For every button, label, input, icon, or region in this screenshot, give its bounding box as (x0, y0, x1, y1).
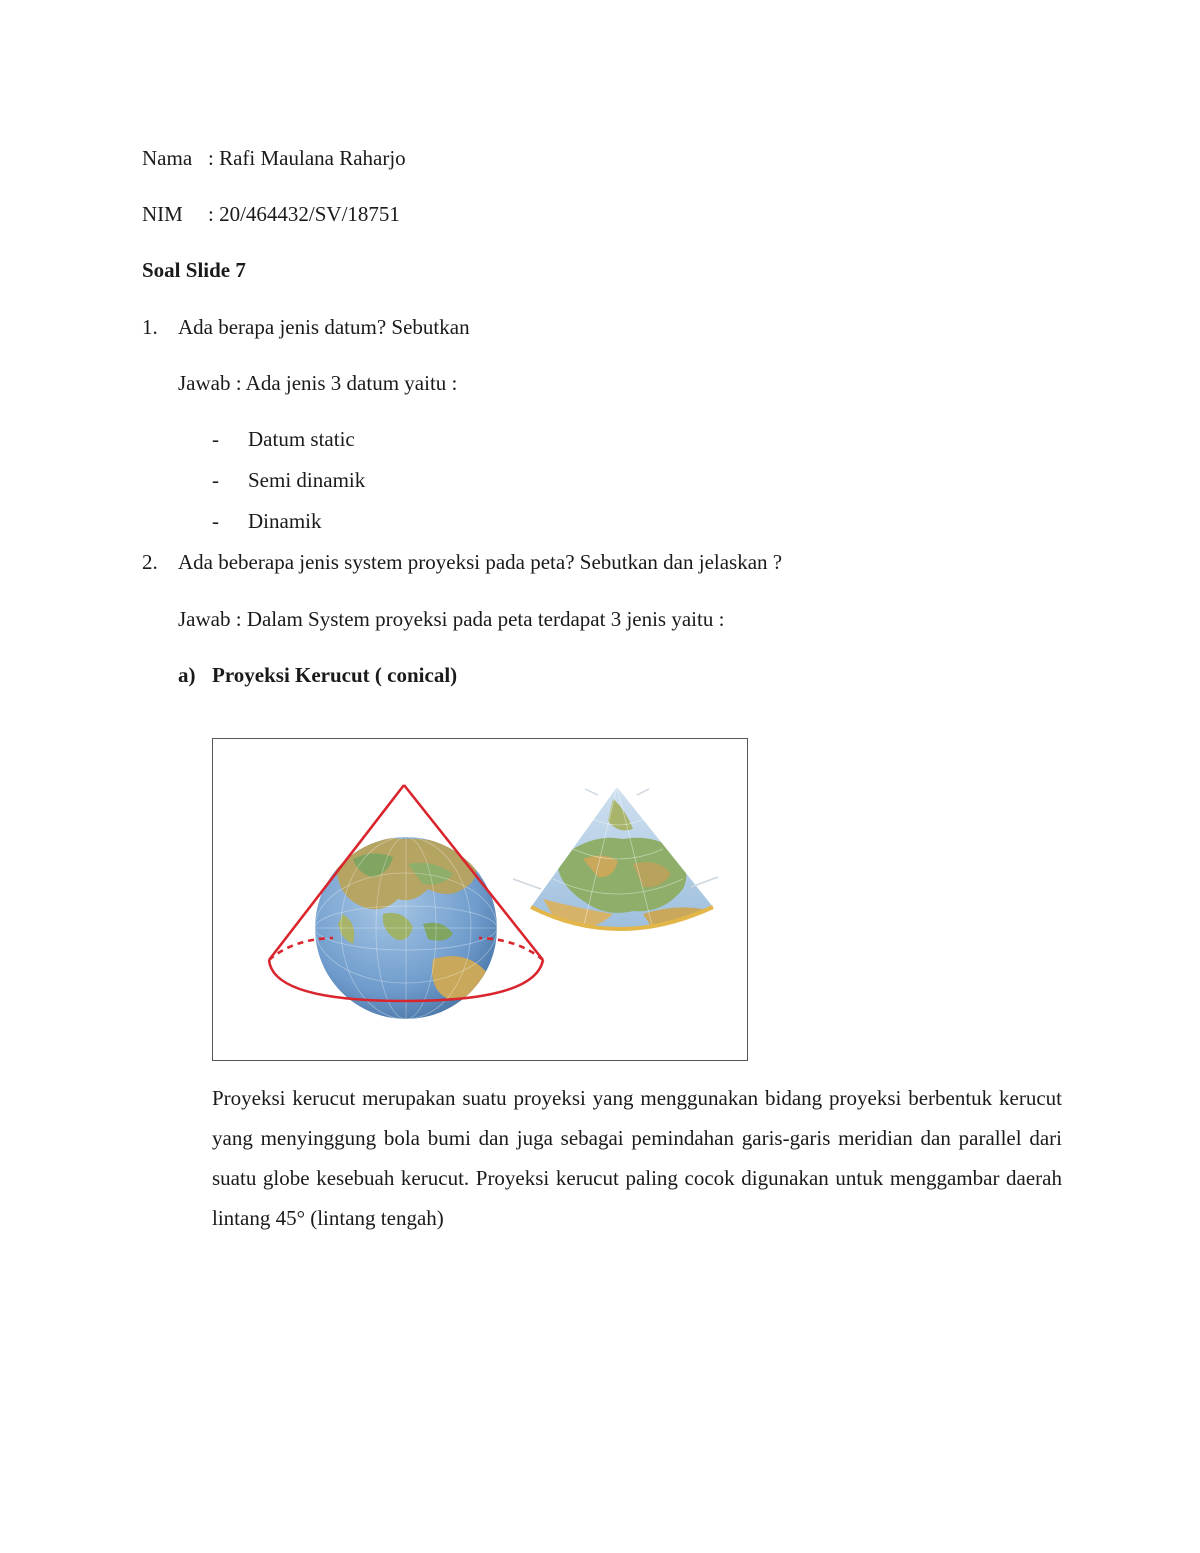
question-1-answer: Jawab : Ada jenis 3 datum yaitu : (178, 371, 458, 395)
name-row (142, 146, 406, 170)
question-2-answer: Jawab : Dalam System proyeksi pada peta terdapat 3 jenis yaitu : (178, 607, 725, 631)
nim-row (142, 202, 400, 226)
subsection-heading (178, 663, 457, 687)
name-label: Nama (142, 146, 193, 170)
question-2-number: 2. (142, 550, 158, 574)
list-item (212, 427, 355, 451)
name-value: : Rafi Maulana Raharjo (208, 146, 406, 170)
section-title: Soal Slide 7 (142, 258, 246, 282)
question-1 (142, 315, 470, 339)
list-item (212, 509, 322, 533)
subsection-marker: a) (178, 663, 196, 687)
list-item-text: Dinamik (248, 509, 322, 533)
list-item-text: Semi dinamik (248, 468, 366, 492)
conical-projection-figure (212, 738, 748, 1061)
question-2-text: Ada beberapa jenis system proyeksi pada peta? Sebutkan dan jelaskan ? (178, 550, 783, 574)
conical-projection-illustration (213, 739, 747, 1060)
list-bullet: - (212, 427, 219, 451)
subsection-title: Proyeksi Kerucut ( conical) (212, 663, 458, 687)
list-item (212, 468, 365, 492)
question-1-number: 1. (142, 315, 158, 339)
projection-description: Proyeksi kerucut merupakan suatu proyeksi yang menggunakan bidang proyeksi berbentuk kerucut yang menyinggung bola bumi dan juga sebagai pemindahan garis-garis meridian dan parallel dari suatu globe kesebuah kerucut. Proyeksi kerucut paling cocok digunakan untuk menggambar daerah lintang 45° (lintang tengah) (212, 1086, 1062, 1230)
nim-label: NIM (142, 202, 183, 226)
list-bullet: - (212, 468, 219, 492)
list-bullet: - (212, 509, 219, 533)
question-1-text: Ada berapa jenis datum? Sebutkan (178, 315, 470, 339)
question-2 (142, 550, 782, 574)
conic-map-icon (513, 787, 718, 929)
list-item-text: Datum static (248, 427, 355, 451)
nim-value: : 20/464432/SV/18751 (208, 202, 400, 226)
